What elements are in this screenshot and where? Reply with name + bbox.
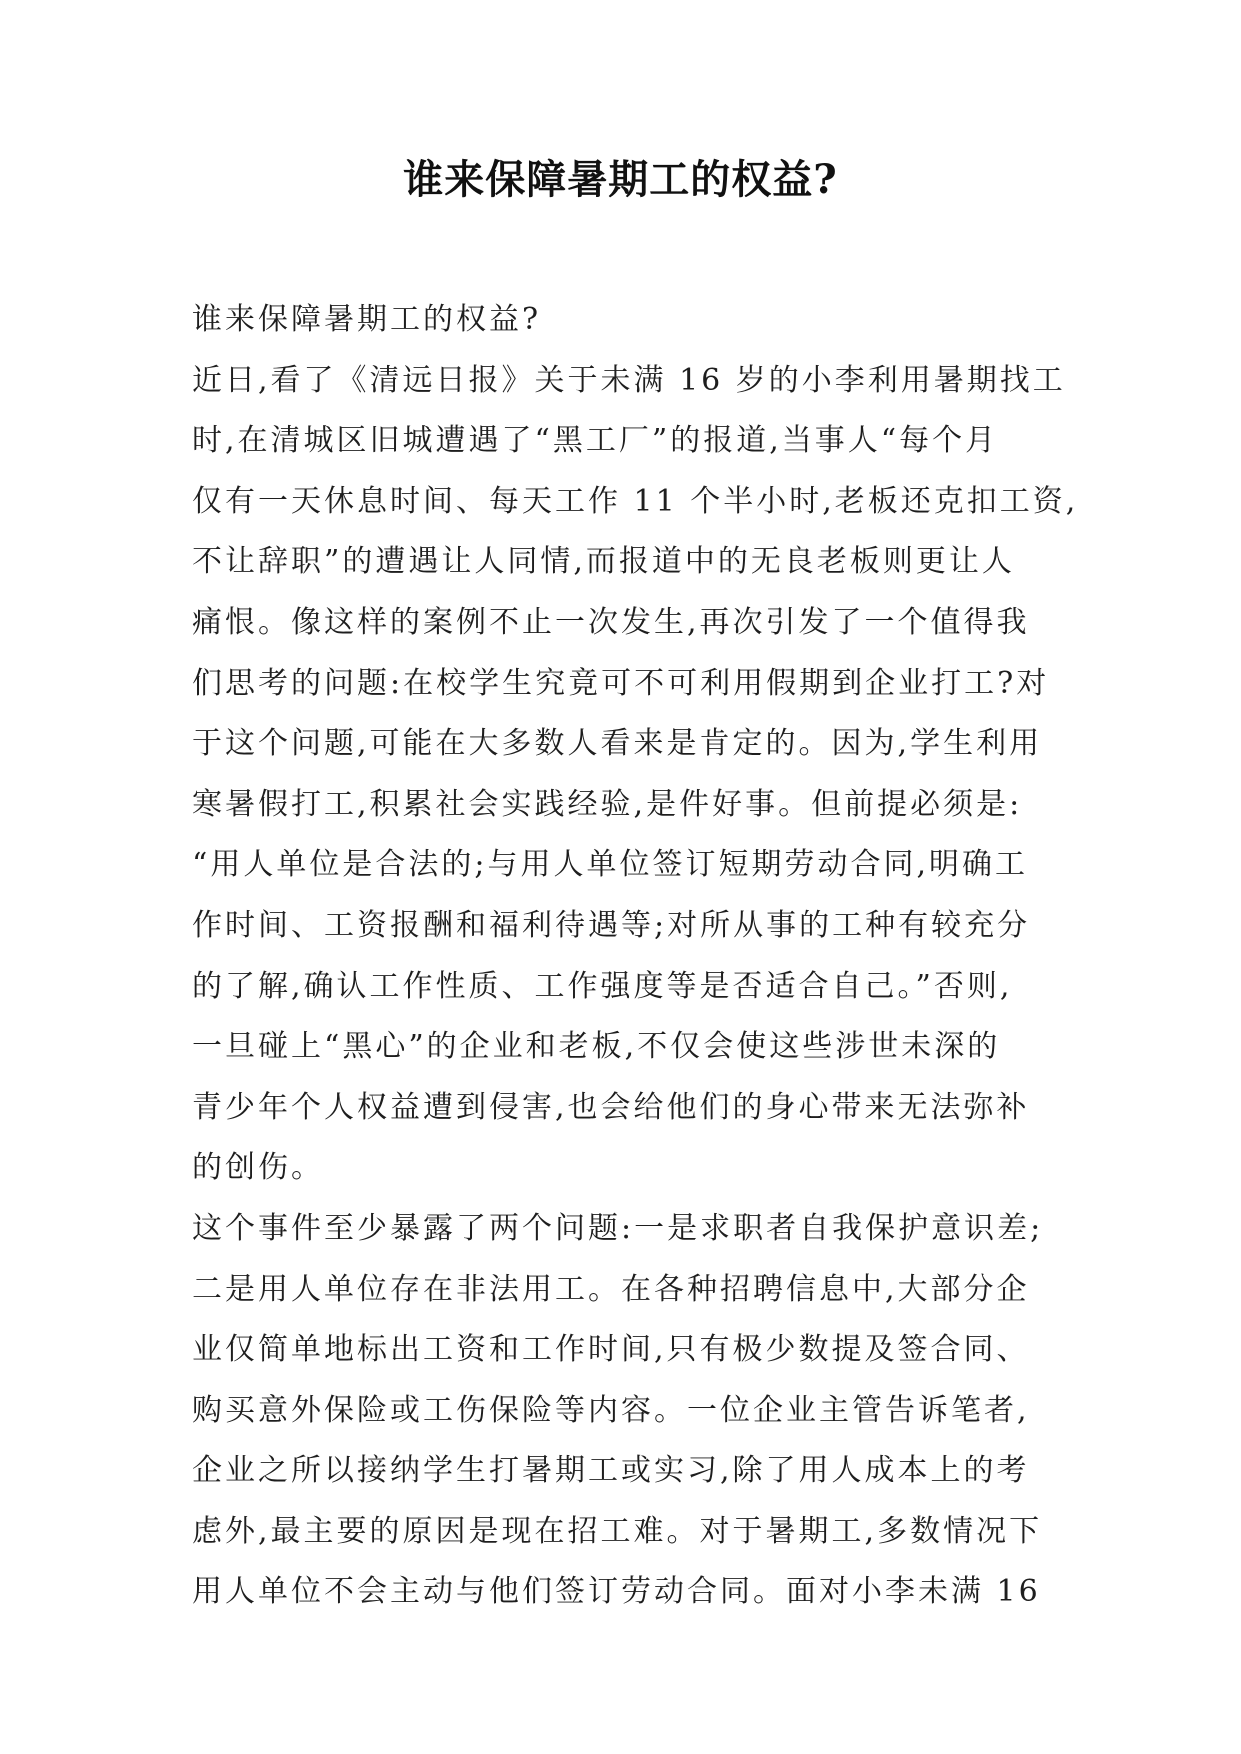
body-line: 企业之所以接纳学生打暑期工或实习,除了用人成本上的考 <box>192 1453 1030 1489</box>
body-line: 近日,看了《清远日报》关于未满 16 岁的小李利用暑期找工 <box>192 362 1066 398</box>
body-line: 这个事件至少暴露了两个问题:一是求职者自我保护意识差; <box>192 1210 1044 1246</box>
body-line: 痛恨。像这样的案例不止一次发生,再次引发了一个值得我 <box>192 604 1030 640</box>
body-line: 仅有一天休息时间、每天工作 11 个半小时,老板还克扣工资, <box>192 483 1079 519</box>
body-line: 寒暑假打工,积累社会实践经验,是件好事。但前提必须是: <box>192 786 1023 822</box>
body-line: 谁来保障暑期工的权益? <box>192 302 542 337</box>
body-line: “用人单位是合法的;与用人单位签订短期劳动合同,明确工 <box>192 847 1028 883</box>
body-line: 的了解,确认工作性质、工作强度等是否适合自己。”否则, <box>192 968 1013 1004</box>
body-line: 购买意外保险或工伤保险等内容。一位企业主管告诉笔者, <box>192 1392 1030 1428</box>
body-line: 青少年个人权益遭到侵害,也会给他们的身心带来无法弥补 <box>192 1089 1030 1125</box>
body-line: 二是用人单位存在非法用工。在各种招聘信息中,大部分企 <box>192 1271 1030 1307</box>
body-line: 作时间、工资报酬和福利待遇等;对所从事的工种有较充分 <box>192 907 1031 943</box>
body-line: 虑外,最主要的原因是现在招工难。对于暑期工,多数情况下 <box>192 1513 1043 1549</box>
body-line: 一旦碰上“黑心”的企业和老板,不仅会使这些涉世未深的 <box>192 1029 1001 1065</box>
body-line: 业仅简单地标出工资和工作时间,只有极少数提及签合同、 <box>192 1332 1030 1368</box>
body-line: 用人单位不会主动与他们签订劳动合同。面对小李未满 16 <box>192 1574 1041 1610</box>
body-line: 不让辞职”的遭遇让人同情,而报道中的无良老板则更让人 <box>192 544 1015 580</box>
body-line: 于这个问题,可能在大多数人看来是肯定的。因为,学生利用 <box>192 726 1043 762</box>
body-line: 们思考的问题:在校学生究竟可不可利用假期到企业打工?对 <box>192 665 1050 701</box>
body-line: 的创伤。 <box>192 1150 324 1186</box>
document-body <box>192 290 1079 1623</box>
document-title: 谁来保障暑期工的权益? <box>403 156 838 203</box>
body-line: 时,在清城区旧城遭遇了“黑工厂”的报道,当事人“每个月 <box>192 423 999 459</box>
